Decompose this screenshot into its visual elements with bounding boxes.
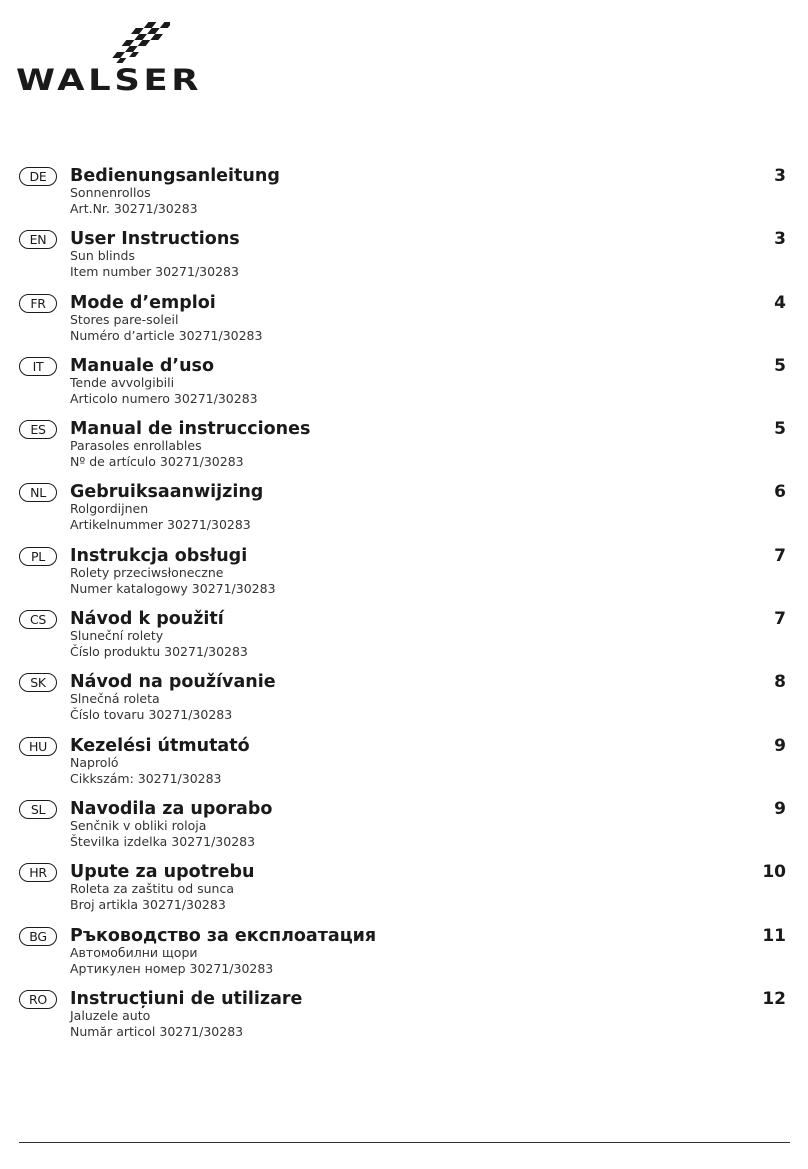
toc-entry-title: Instrucțiuni de utilizare <box>70 988 303 1009</box>
toc-entry <box>0 798 808 861</box>
toc-entry-page-number: 8 <box>774 672 786 693</box>
language-badge: IT <box>19 357 57 376</box>
toc-entry <box>0 861 808 924</box>
toc-entry-subtitle: Naproló <box>70 754 119 770</box>
toc-entry-item-number: Articolo numero 30271/30283 <box>70 390 258 406</box>
toc-entry-title: Upute za upotrebu <box>70 862 255 883</box>
toc-entry-page-number: 3 <box>774 166 786 186</box>
language-badge: DE <box>19 167 57 186</box>
toc-entry-item-number: Broj artikla 30271/30283 <box>70 897 226 913</box>
toc-entry-item-number: Număr articol 30271/30283 <box>70 1023 244 1039</box>
toc-entry-page-number: 4 <box>774 292 786 313</box>
toc-entry-item-number: Item number 30271/30283 <box>70 264 239 280</box>
toc-entry-page-number: 6 <box>774 482 786 503</box>
toc-entry-title: Navodila za uporabo <box>70 798 273 819</box>
language-badge: HR <box>19 863 57 882</box>
toc-entry-item-number: Číslo produktu 30271/30283 <box>70 644 248 660</box>
toc-entry <box>0 355 808 418</box>
toc-entry-title: Gebruiksaanwijzing <box>70 482 264 503</box>
checkered-flag-icon <box>108 20 170 68</box>
toc-entry-title: Mode d’emploi <box>70 292 216 313</box>
toc-entry-subtitle: Sonnenrollos <box>70 185 151 200</box>
language-badge: HU <box>19 737 57 756</box>
toc-entry-page-number: 7 <box>774 545 786 566</box>
toc-entry-page-number: 11 <box>762 925 786 946</box>
language-badge: ES <box>19 420 57 439</box>
toc-entry <box>0 608 808 671</box>
toc-entry <box>0 671 808 734</box>
toc-entry-title: Kezelési útmutató <box>70 735 250 756</box>
language-badge: SK <box>19 673 57 692</box>
toc-entry-title: User Instructions <box>70 229 240 250</box>
language-badge: PL <box>19 547 57 566</box>
toc-entry-page-number: 12 <box>762 988 786 1009</box>
toc-entry-subtitle: Tende avvolgibili <box>70 374 175 390</box>
toc-entry-item-number: Številka izdelka 30271/30283 <box>70 833 256 849</box>
toc-entry-page-number: 9 <box>774 798 786 819</box>
toc-entry-item-number: Art.Nr. 30271/30283 <box>70 201 198 216</box>
toc-entry-title: Návod k použití <box>70 609 224 630</box>
toc-entry-subtitle: Stores pare-soleil <box>70 311 179 327</box>
language-badge: FR <box>19 294 57 313</box>
toc-entry-subtitle: Автомобилни щори <box>70 944 198 960</box>
toc-entry <box>0 735 808 798</box>
language-badge: NL <box>19 483 57 502</box>
toc-entry-subtitle: Sun blinds <box>70 248 136 264</box>
toc-entry <box>0 292 808 355</box>
toc-entry <box>0 418 808 481</box>
toc-entry-subtitle: Rolgordijnen <box>70 501 149 517</box>
toc-entry-item-number: Číslo tovaru 30271/30283 <box>70 707 233 723</box>
toc-entry-title: Bedienungsanleitung <box>70 166 280 186</box>
toc-entry <box>0 228 808 291</box>
toc-entry-item-number: Nº de artículo 30271/30283 <box>70 454 244 470</box>
toc-entry-subtitle: Senčnik v obliki roloja <box>70 817 207 833</box>
toc-entry-title: Instrukcja obsługi <box>70 545 248 566</box>
toc-entry-title: Ръководство за експлоатация <box>70 925 377 946</box>
toc-entry <box>0 925 808 988</box>
toc-entry-page-number: 7 <box>774 609 786 630</box>
toc-entry-page-number: 10 <box>762 862 786 883</box>
toc-entry-subtitle: Roleta za zaštitu od sunca <box>70 881 235 897</box>
toc-entry-subtitle: Jaluzele auto <box>70 1007 151 1023</box>
toc-entry-item-number: Numer katalogowy 30271/30283 <box>70 580 276 596</box>
walser-logo <box>16 20 240 98</box>
toc-entry-item-number: Артикулен номер 30271/30283 <box>70 960 274 976</box>
toc-entry <box>0 988 808 1051</box>
toc-entry-page-number: 5 <box>774 355 786 376</box>
table-of-contents <box>0 165 808 1051</box>
toc-entry <box>0 481 808 544</box>
toc-entry <box>0 165 808 228</box>
toc-entry-page-number: 5 <box>774 419 786 440</box>
toc-entry-page-number: 9 <box>774 735 786 756</box>
toc-entry-page-number: 3 <box>774 229 786 250</box>
toc-entry-title: Manuale d’uso <box>70 355 214 376</box>
language-badge: SL <box>19 800 57 819</box>
toc-entry-subtitle: Sluneční rolety <box>70 628 164 644</box>
toc-entry-title: Návod na používanie <box>70 672 276 693</box>
language-badge: CS <box>19 610 57 629</box>
toc-entry-item-number: Artikelnummer 30271/30283 <box>70 517 251 533</box>
toc-entry-subtitle: Parasoles enrollables <box>70 438 202 454</box>
toc-entry <box>0 545 808 608</box>
toc-entry-item-number: Cikkszám: 30271/30283 <box>70 770 222 786</box>
language-badge: RO <box>19 990 57 1009</box>
footer-divider <box>19 1142 790 1143</box>
logo-wordmark: WALSER <box>16 63 203 97</box>
language-badge: EN <box>19 230 57 249</box>
toc-entry-title: Manual de instrucciones <box>70 419 311 440</box>
toc-entry-subtitle: Slnečná roleta <box>70 691 160 707</box>
language-badge: BG <box>19 927 57 946</box>
toc-entry-subtitle: Rolety przeciwsłoneczne <box>70 564 224 580</box>
toc-entry-item-number: Numéro d’article 30271/30283 <box>70 327 263 343</box>
